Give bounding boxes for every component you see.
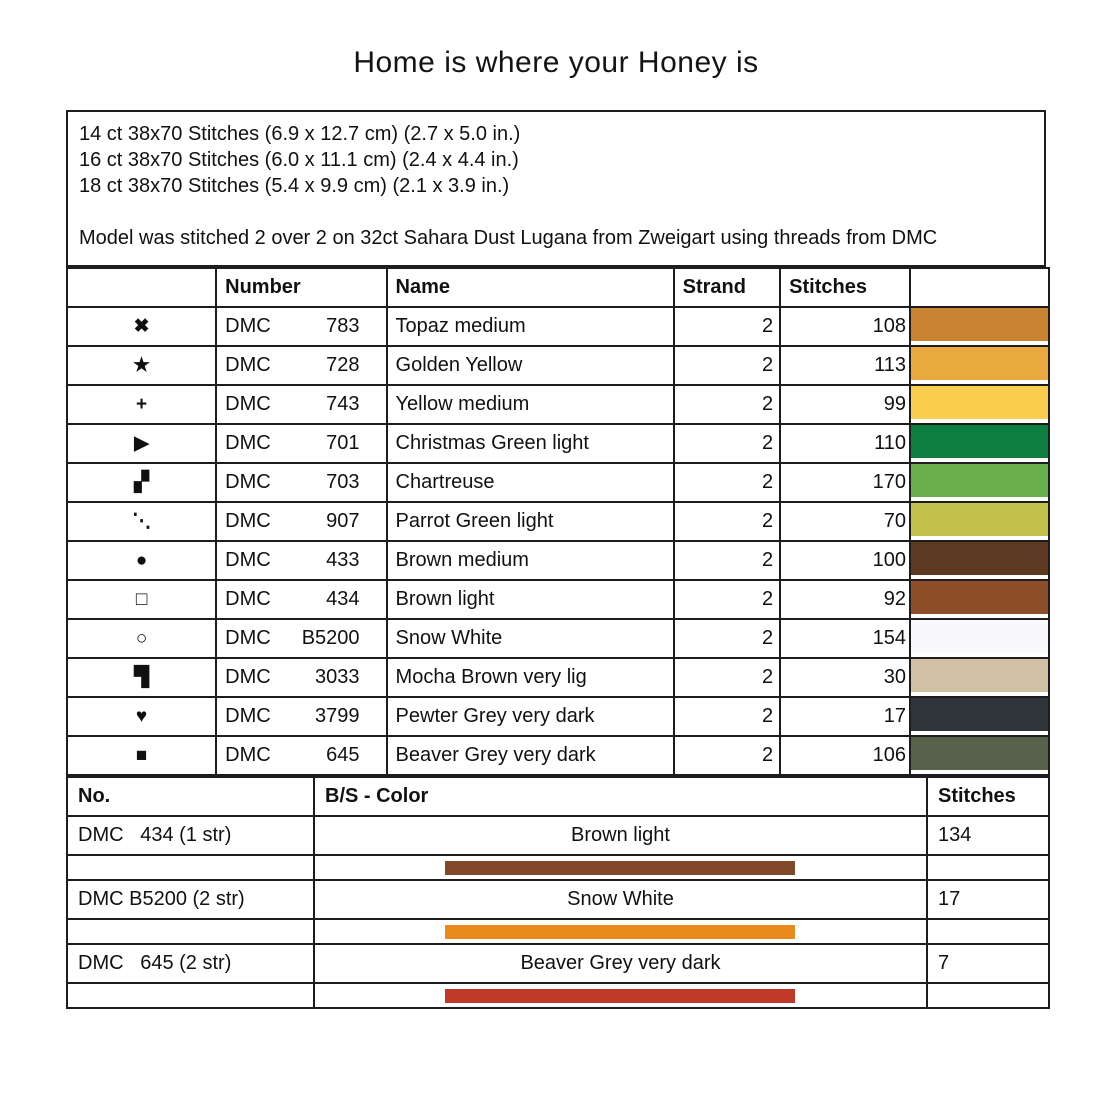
symbol-column-header [67,268,216,307]
number-column-header: Number [216,268,386,307]
bs-number-cell: DMC B5200 (2 str) [67,880,314,919]
number-label: B5200 [301,627,360,649]
symbol-cell [67,658,216,697]
stitches-cell: 154 [780,619,910,658]
strand-cell: 2 [674,346,781,385]
number-cell [216,385,386,424]
strand-cell: 2 [674,307,781,346]
strand-cell: 2 [674,580,781,619]
brand-label: DMC [225,627,271,649]
page-title: Home is where your Honey is [353,46,759,79]
model-note: Model was stitched 2 over 2 on 32ct Sahara Dust Lugana from Zweigart using threads from DMC [79,227,938,249]
color-swatch [911,581,1048,614]
thread-row [67,580,1049,619]
swatch-cell [910,385,1049,424]
color-swatch [911,347,1048,380]
bs-bar-cell [314,919,927,944]
bs-number-cell: DMC 645 (2 str) [67,944,314,983]
number-cell [216,424,386,463]
symbol-cell [67,502,216,541]
name-cell: Brown light [387,580,674,619]
thread-row [67,502,1049,541]
strand-cell: 2 [674,658,781,697]
bs-bar-cell [314,855,927,880]
symbol-cell [67,307,216,346]
backstitch-row [67,816,1049,855]
number-label: 783 [326,315,360,337]
strand-cell: 2 [674,619,781,658]
number-label: 3799 [315,705,360,727]
thread-row [67,736,1049,775]
backstitch-row [67,944,1049,983]
brand-label: DMC [225,666,271,688]
strand-cell: 2 [674,736,781,775]
diagonal-dots-icon: ⋱ [132,511,152,532]
strand-cell: 2 [674,385,781,424]
stitches-cell: 70 [780,502,910,541]
stitches-cell: 106 [780,736,910,775]
name-cell: Snow White [387,619,674,658]
thread-legend-table [66,267,1050,776]
swatch-cell [910,658,1049,697]
name-cell: Pewter Grey very dark [387,697,674,736]
number-cell [216,697,386,736]
number-cell [216,346,386,385]
name-cell: Chartreuse [387,463,674,502]
number-label: 645 [326,744,360,766]
brand-label: DMC [225,471,271,493]
color-swatch [911,659,1048,692]
bs-bar-cell [314,983,927,1008]
heart-icon: ♥ [135,706,148,727]
swatch-cell [910,463,1049,502]
bs-stitches-column-header: Stitches [927,777,1049,816]
strand-column-header: Strand [674,268,781,307]
strand-cell: 2 [674,541,781,580]
strand-cell: 2 [674,502,781,541]
number-label: 434 [326,588,360,610]
number-cell [216,463,386,502]
brand-label: DMC [225,549,271,571]
thread-row [67,463,1049,502]
backstitch-color-bar [445,925,795,939]
bs-stitches-cell: 7 [927,944,1049,983]
star-icon: ★ [133,355,151,376]
name-cell: Mocha Brown very lig [387,658,674,697]
bs-color-name-cell: Beaver Grey very dark [314,944,927,983]
color-swatch [911,425,1048,458]
brand-label: DMC [225,393,271,415]
brand-label: DMC [225,315,271,337]
stitches-cell: 100 [780,541,910,580]
symbol-cell [67,697,216,736]
strand-cell: 2 [674,463,781,502]
bs-number-cell: DMC 434 (1 str) [67,816,314,855]
name-cell: Brown medium [387,541,674,580]
symbol-cell [67,385,216,424]
strand-cell: 2 [674,697,781,736]
color-swatch [911,503,1048,536]
number-cell [216,307,386,346]
number-label: 701 [326,432,360,454]
name-cell: Christmas Green light [387,424,674,463]
size-line-16ct: 16 ct 38x70 Stitches (6.0 x 11.1 cm) (2.4 x 4.4 in.) [79,149,519,171]
number-cell [216,580,386,619]
open-square-icon: □ [135,589,148,610]
bs-color-name-cell: Brown light [314,816,927,855]
size-line-18ct: 18 ct 38x70 Stitches (5.4 x 9.9 cm) (2.1 x 3.9 in.) [79,175,510,197]
swatch-cell [910,346,1049,385]
stitches-column-header: Stitches [780,268,910,307]
color-swatch [911,698,1048,731]
thread-row [67,346,1049,385]
color-swatch [911,464,1048,497]
stitches-cell: 17 [780,697,910,736]
thread-table-header-row [67,268,1049,307]
color-swatch [911,386,1048,419]
pattern-info-box [66,110,1046,267]
bs-empty-cell [927,855,1049,880]
color-swatch [911,737,1048,770]
swatch-cell [910,541,1049,580]
bs-empty-cell [927,919,1049,944]
thread-row [67,424,1049,463]
number-label: 433 [326,549,360,571]
name-cell: Parrot Green light [387,502,674,541]
open-circle-icon: ○ [135,628,148,649]
stitches-cell: 92 [780,580,910,619]
bs-color-name-cell: Snow White [314,880,927,919]
number-label: 728 [326,354,360,376]
backstitch-bar-row [67,919,1049,944]
backstitch-color-bar [445,861,795,875]
bs-stitches-cell: 17 [927,880,1049,919]
thread-row [67,541,1049,580]
brand-label: DMC [225,510,271,532]
color-swatch [911,542,1048,575]
backstitch-bar-row [67,983,1049,1008]
symbol-cell [67,463,216,502]
color-swatch [911,308,1048,341]
symbol-cell [67,736,216,775]
stitches-cell: 99 [780,385,910,424]
two-squares-diagonal-icon: ▞ [134,472,149,493]
content-area [66,110,1046,1009]
filled-circle-icon: ● [135,550,148,571]
swatch-column-header [910,268,1049,307]
swatch-cell [910,697,1049,736]
swatch-cell [910,736,1049,775]
top-right-corner-icon: ▜ [134,667,149,688]
backstitch-table [66,776,1050,1009]
heavy-x-icon: ✖ [133,316,150,337]
backstitch-color-bar [445,989,795,1003]
number-cell [216,502,386,541]
brand-label: DMC [225,588,271,610]
thread-row [67,307,1049,346]
name-cell: Topaz medium [387,307,674,346]
swatch-cell [910,580,1049,619]
color-swatch [911,620,1048,653]
stitches-cell: 108 [780,307,910,346]
thread-row [67,658,1049,697]
thread-row [67,619,1049,658]
number-cell [216,541,386,580]
stitches-cell: 30 [780,658,910,697]
brand-label: DMC [225,432,271,454]
symbol-cell [67,619,216,658]
number-cell [216,658,386,697]
symbol-cell [67,541,216,580]
stitches-cell: 170 [780,463,910,502]
name-column-header: Name [387,268,674,307]
size-line-14ct: 14 ct 38x70 Stitches (6.9 x 12.7 cm) (2.7 x 5.0 in.) [79,123,521,145]
bs-empty-cell [67,855,314,880]
bs-empty-cell [927,983,1049,1008]
backstitch-row [67,880,1049,919]
thread-row [67,697,1049,736]
bs-stitches-cell: 134 [927,816,1049,855]
symbol-cell [67,424,216,463]
bs-empty-cell [67,983,314,1008]
name-cell: Yellow medium [387,385,674,424]
no-column-header: No. [67,777,314,816]
swatch-cell [910,619,1049,658]
number-label: 907 [326,510,360,532]
name-cell: Beaver Grey very dark [387,736,674,775]
plus-icon: + [136,394,148,415]
number-label: 3033 [315,666,360,688]
backstitch-bar-row [67,855,1049,880]
bs-empty-cell [67,919,314,944]
info-spacer [79,199,1033,225]
swatch-cell [910,307,1049,346]
strand-cell: 2 [674,424,781,463]
filled-square-icon: ■ [135,745,148,766]
number-label: 703 [326,471,360,493]
swatch-cell [910,424,1049,463]
number-cell [216,736,386,775]
brand-label: DMC [225,744,271,766]
stitches-cell: 113 [780,346,910,385]
symbol-cell [67,580,216,619]
brand-label: DMC [225,705,271,727]
swatch-cell [910,502,1049,541]
backstitch-header-row [67,777,1049,816]
symbol-cell [67,346,216,385]
stitches-cell: 110 [780,424,910,463]
number-cell [216,619,386,658]
triangle-right-icon: ▶ [134,433,149,454]
bs-color-column-header: B/S - Color [314,777,927,816]
name-cell: Golden Yellow [387,346,674,385]
thread-row [67,385,1049,424]
brand-label: DMC [225,354,271,376]
number-label: 743 [326,393,360,415]
